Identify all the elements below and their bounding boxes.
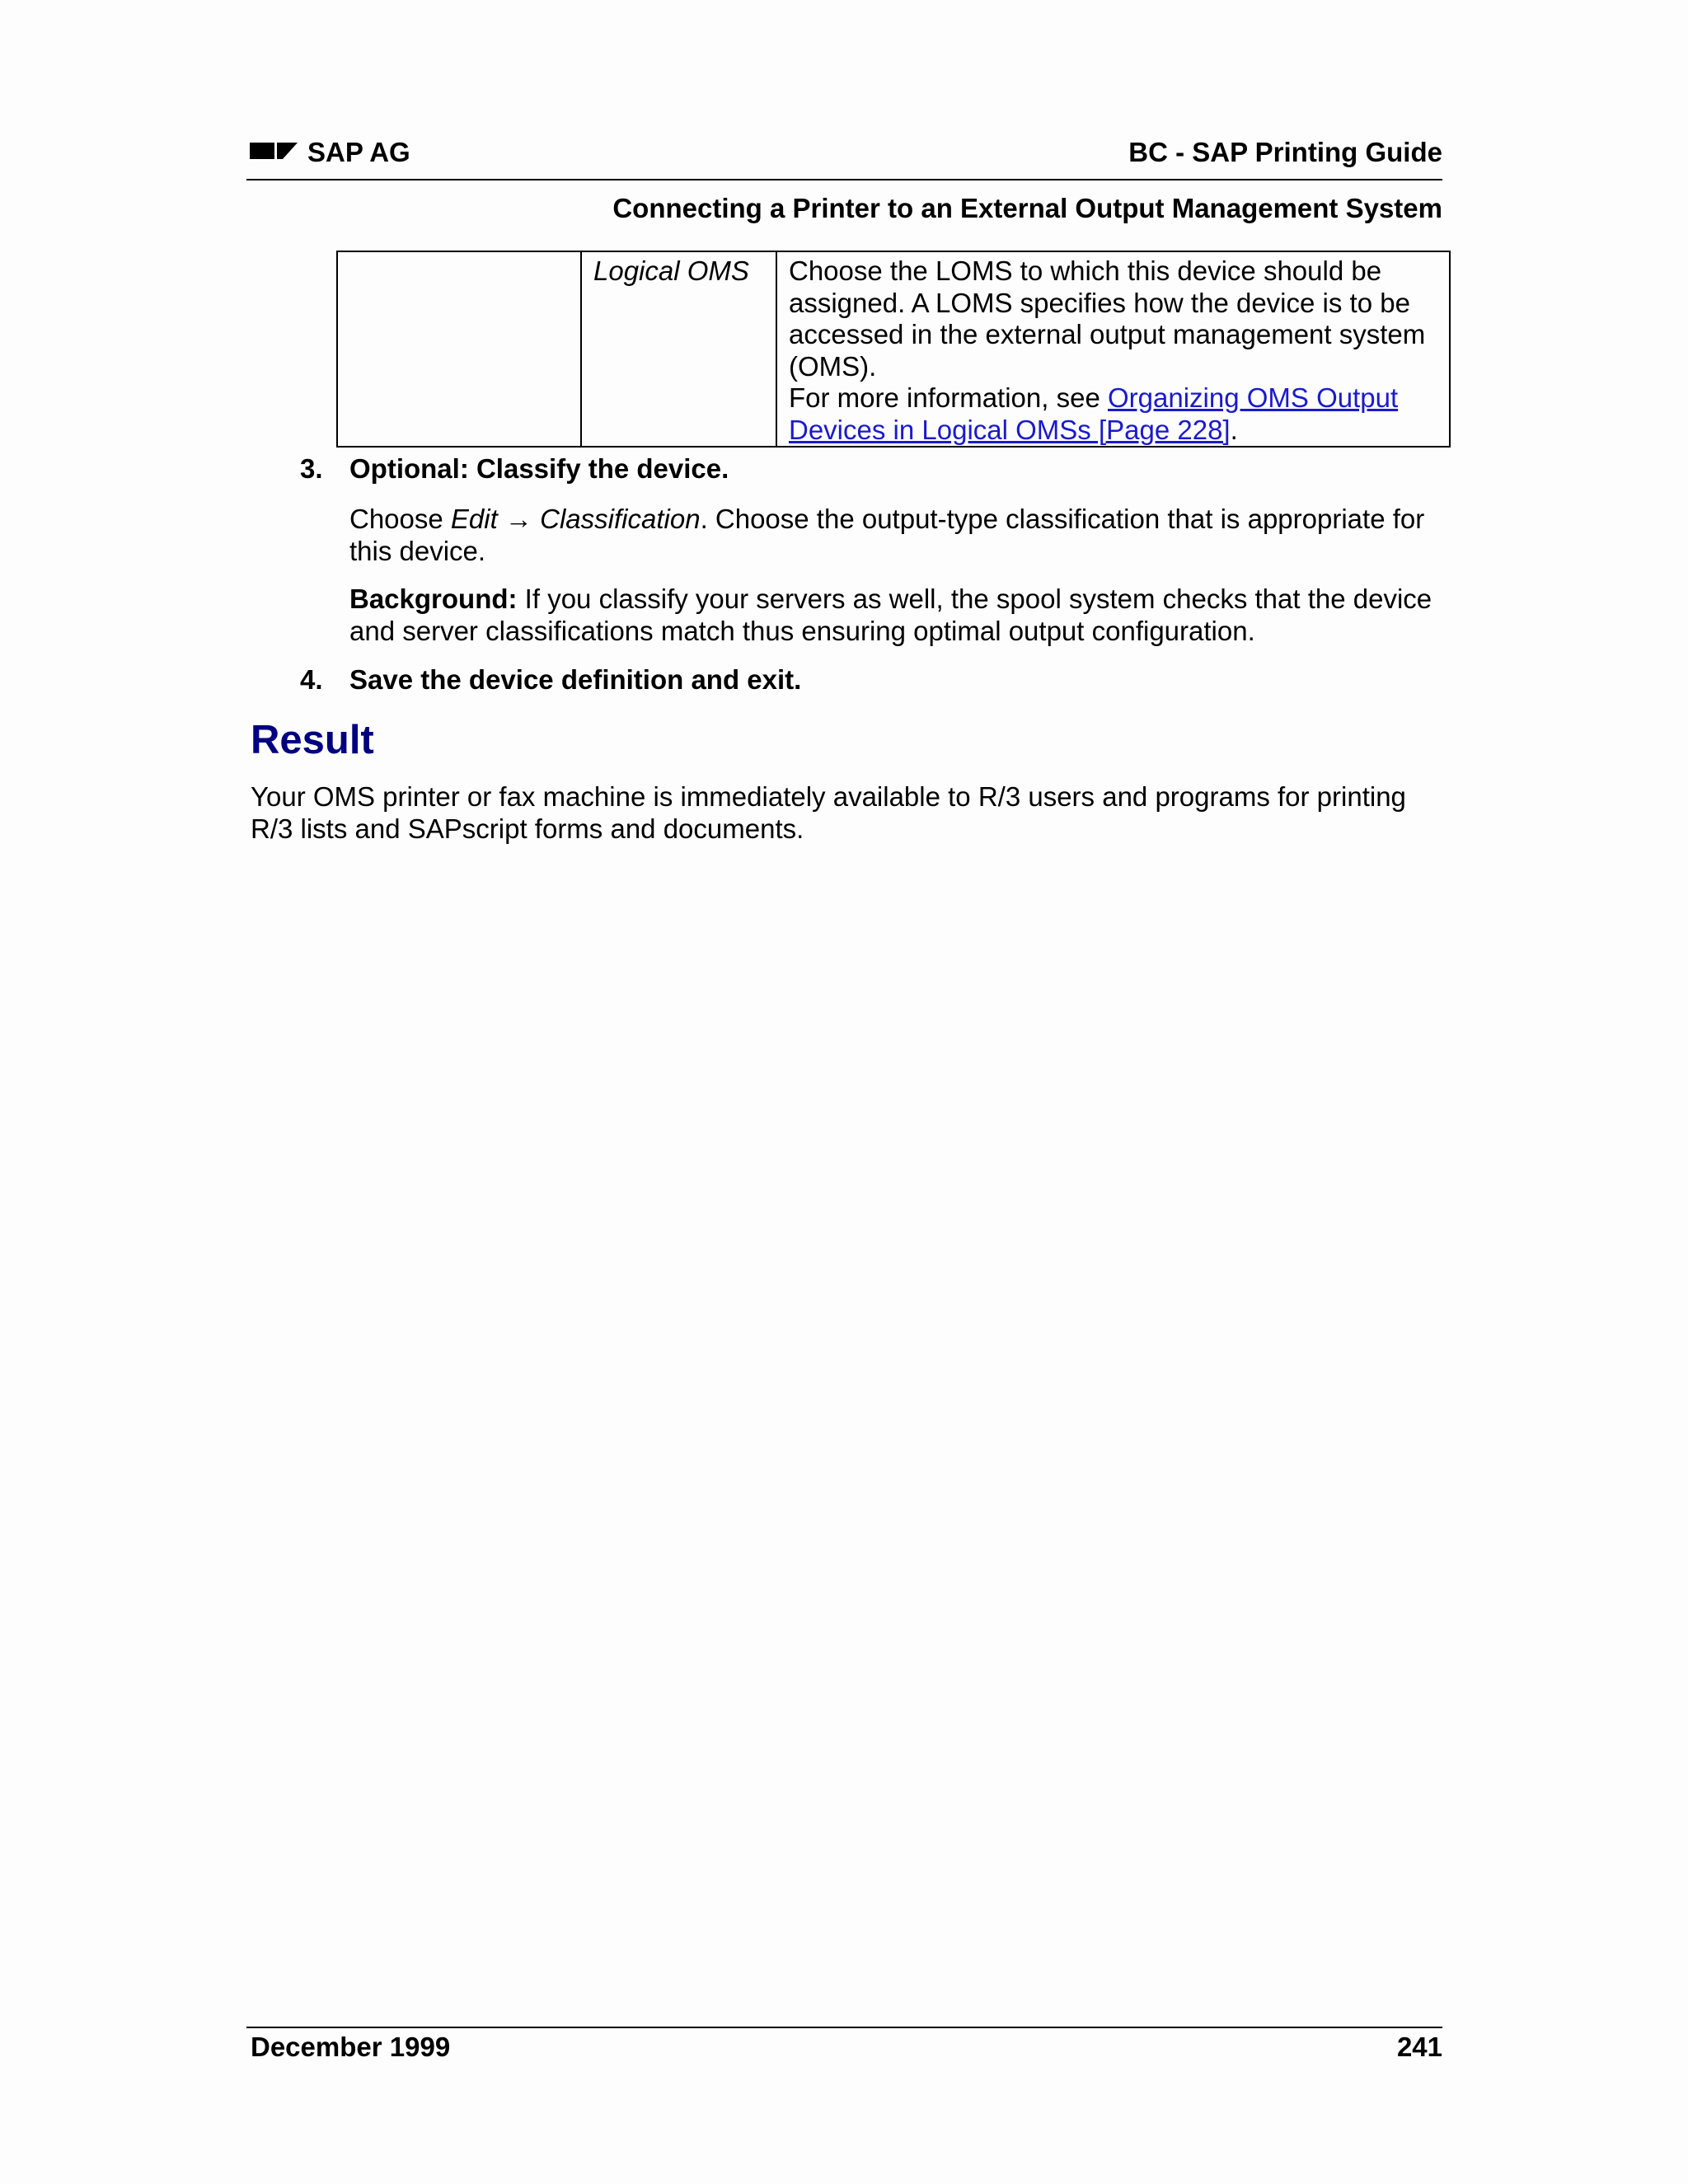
menu-classification: Classification	[540, 504, 701, 534]
page-number: 241	[1396, 2032, 1442, 2062]
result-text: Your OMS printer or fax machine is immediately available to R/3 users and programs for printing R/3 lists and SAPscript forms and documents.	[251, 781, 1406, 844]
footer-divider	[246, 2027, 1442, 2028]
field-description: Choose the LOMS to which this device should be assigned. A LOMS specifies how the device is to be accessed in the external output management system (OMS).	[789, 255, 1426, 382]
device-settings-table	[336, 251, 1451, 448]
menu-edit: Edit	[450, 504, 498, 534]
result-heading: Result	[251, 718, 374, 762]
field-label: Logical OMS	[593, 255, 749, 286]
background-note: Background: If you classify your servers as well, the spool system checks that the device and server classifications match thus ensuring optimal output configuration.	[349, 583, 1432, 646]
arrow-icon: →	[504, 504, 532, 534]
sap-logo-icon	[250, 137, 298, 168]
table-row	[337, 251, 1450, 447]
company-name: SAP AG	[307, 137, 410, 167]
table-cell-description	[776, 251, 1450, 447]
step-number: 3.	[300, 453, 323, 484]
footer-date: December 1999	[251, 2032, 451, 2062]
header-divider	[246, 179, 1442, 180]
table-cell-field	[581, 251, 776, 447]
header-company	[250, 137, 410, 168]
step-number: 4.	[300, 664, 323, 695]
more-info-line: For more information, see Organizing OMS Output Devices in Logical OMSs [Page 228].	[789, 382, 1399, 445]
table-cell-empty	[337, 251, 581, 447]
guide-title: BC - SAP Printing Guide	[1128, 137, 1442, 167]
step-instruction: Choose Edit → Classification. Choose the output-type classification that is appropriate for this device.	[349, 504, 1425, 566]
background-label: Background:	[349, 583, 518, 614]
step-title: Optional: Classify the device.	[349, 453, 729, 484]
organizing-oms-link[interactable]: Organizing OMS Output Devices in Logical OMSs [Page 228]	[789, 382, 1399, 445]
section-title: Connecting a Printer to an External Output Management System	[612, 193, 1442, 223]
step-title: Save the device definition and exit.	[349, 664, 802, 695]
